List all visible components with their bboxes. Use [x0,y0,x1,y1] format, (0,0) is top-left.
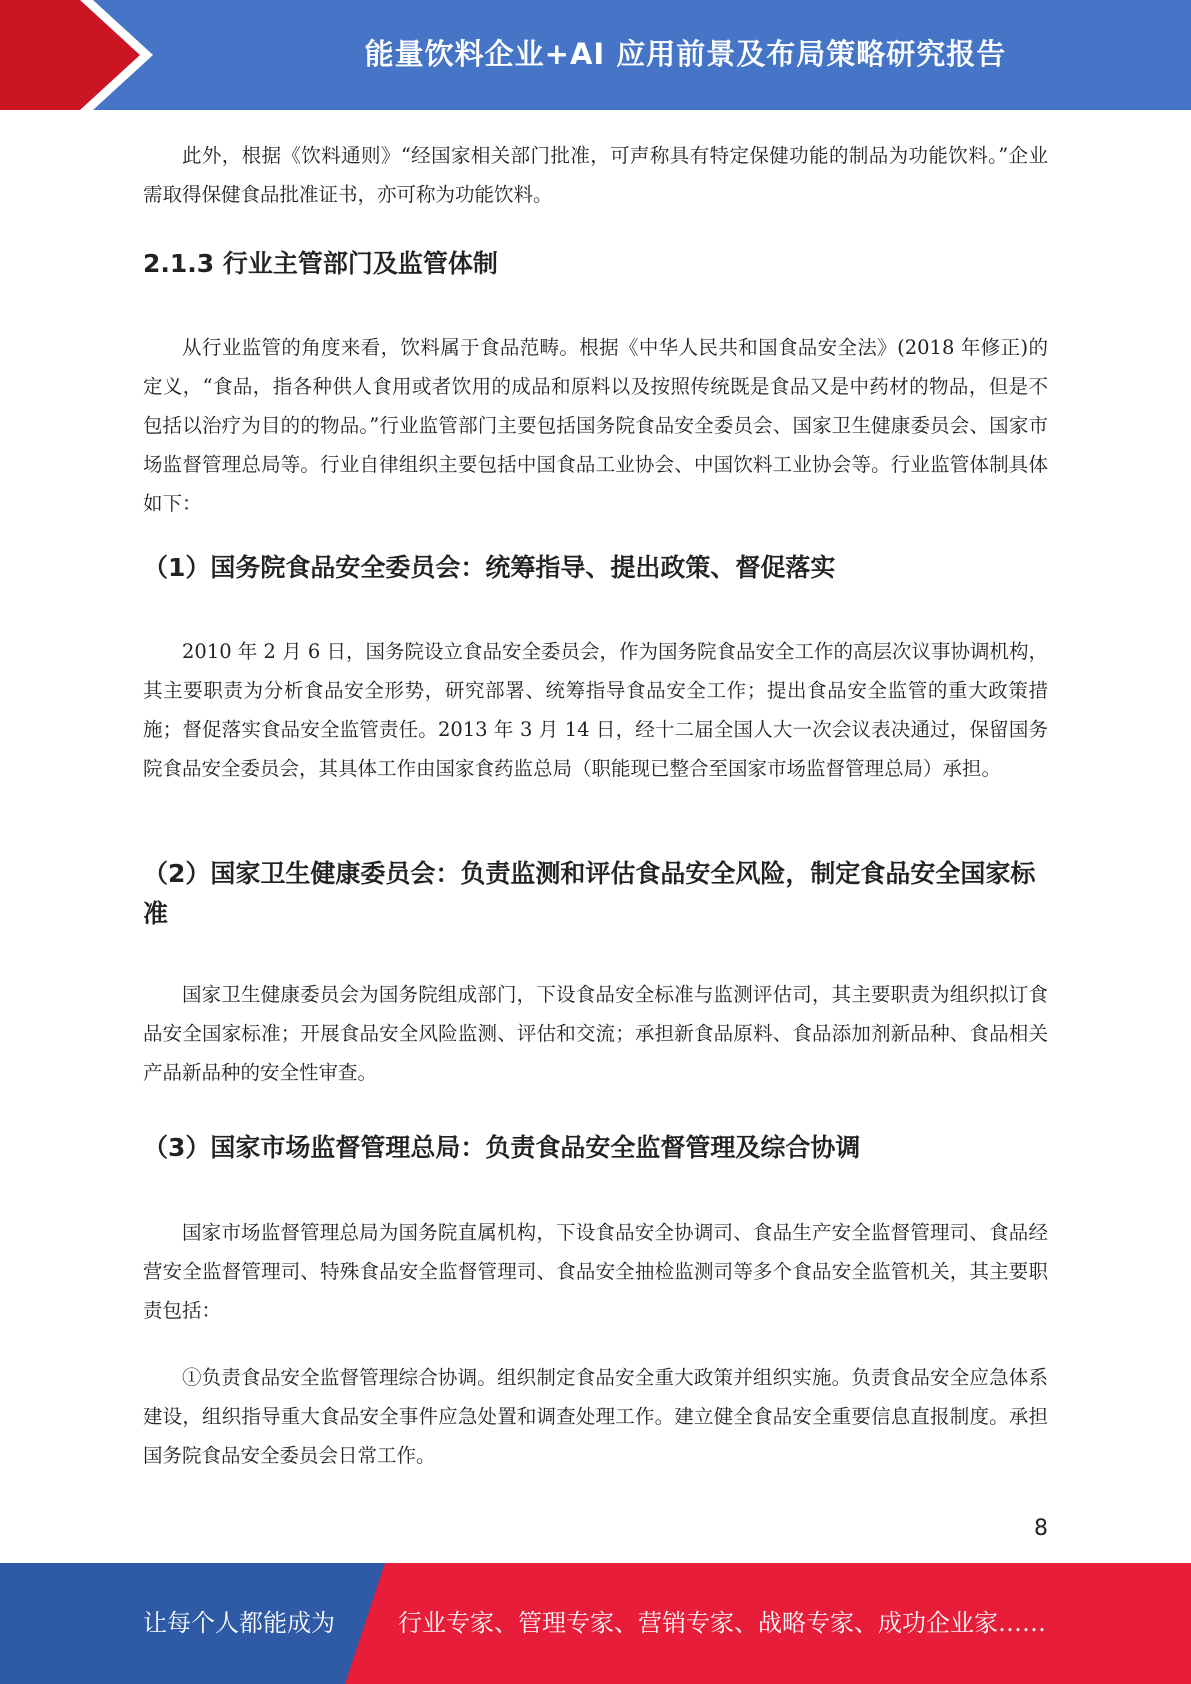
footer-slogan-left: 让每个人都能成为 [143,1609,335,1637]
subsection-heading-3: （3）国家市场监督管理总局：负责食品安全监督管理及综合协调 [143,1133,861,1162]
subsection-paragraph-3: 国家市场监督管理总局为国务院直属机构，下设食品安全协调司、食品生产安全监督管理司、食品经营安全监督管理司、特殊食品安全监督管理司、食品安全抽检监测司等多个食品安全监管机关，其主要职责包括： [143,1221,1048,1322]
section-heading: 2.1.3 行业主管部门及监管体制 [143,249,498,278]
intro-paragraph: 此外，根据《饮料通则》“经国家相关部门批准，可声称具有特定保健功能的制品为功能饮料。”企业需取得保健食品批准证书，亦可称为功能饮料。 [143,144,1048,206]
footer-slogan-right: 行业专家、管理专家、营销专家、战略专家、成功企业家…… [398,1609,1046,1637]
page-number: 8 [1034,1516,1048,1541]
subsection-heading-1: （1）国务院食品安全委员会：统筹指导、提出政策、督促落实 [143,553,836,582]
regulation-paragraph: 从行业监管的角度来看，饮料属于食品范畴。根据《中华人民共和国食品安全法》(2018 年修正)的定义，“食品，指各种供人食用或者饮用的成品和原料以及按照传统既是食品又是中药材的物品，但是不包括以治疗为目的的物品。”行业监管部门主要包括国务院食品安全委员会、国家卫生健康委员会、国家市场监督管理总局等。行业自律组织主要包括中国食品工业协会、中国饮料工业协会等。行业监管体制具体如下： [143,336,1048,515]
subsection-heading-2: （2）国家卫生健康委员会：负责监测和评估食品安全风险，制定食品安全国家标准 [143,859,1036,928]
report-title: 能量饮料企业+AI 应用前景及布局策略研究报告 [364,37,1007,71]
subsection-paragraph-1: 2010 年 2 月 6 日，国务院设立食品安全委员会，作为国务院食品安全工作的高层次议事协调机构，其主要职责为分析食品安全形势，研究部署、统筹指导食品安全工作；提出食品安全监管的重大政策措施；督促落实食品安全监管责任。2013 年 3 月 14 日，经十二届全国人大一次会议表决通过，保留国务院食品安全委员会，其具体工作由国家食药监总局（职能现已整合至国家市场监督管理总局）承担。 [143,640,1048,780]
duty-item-1: ①负责食品安全监督管理综合协调。组织制定食品安全重大政策并组织实施。负责食品安全应急体系建设，组织指导重大食品安全事件应急处置和调查处理工作。建立健全食品安全重要信息直报制度。承担国务院食品安全委员会日常工作。 [143,1366,1048,1467]
page-footer [0,1563,1191,1684]
subsection-paragraph-2: 国家卫生健康委员会为国务院组成部门，下设食品安全标准与监测评估司，其主要职责为组织拟订食品安全国家标准；开展食品安全风险监测、评估和交流；承担新食品原料、食品添加剂新品种、食品相关产品新品种的安全性审查。 [143,983,1048,1084]
page-header [0,0,1191,110]
